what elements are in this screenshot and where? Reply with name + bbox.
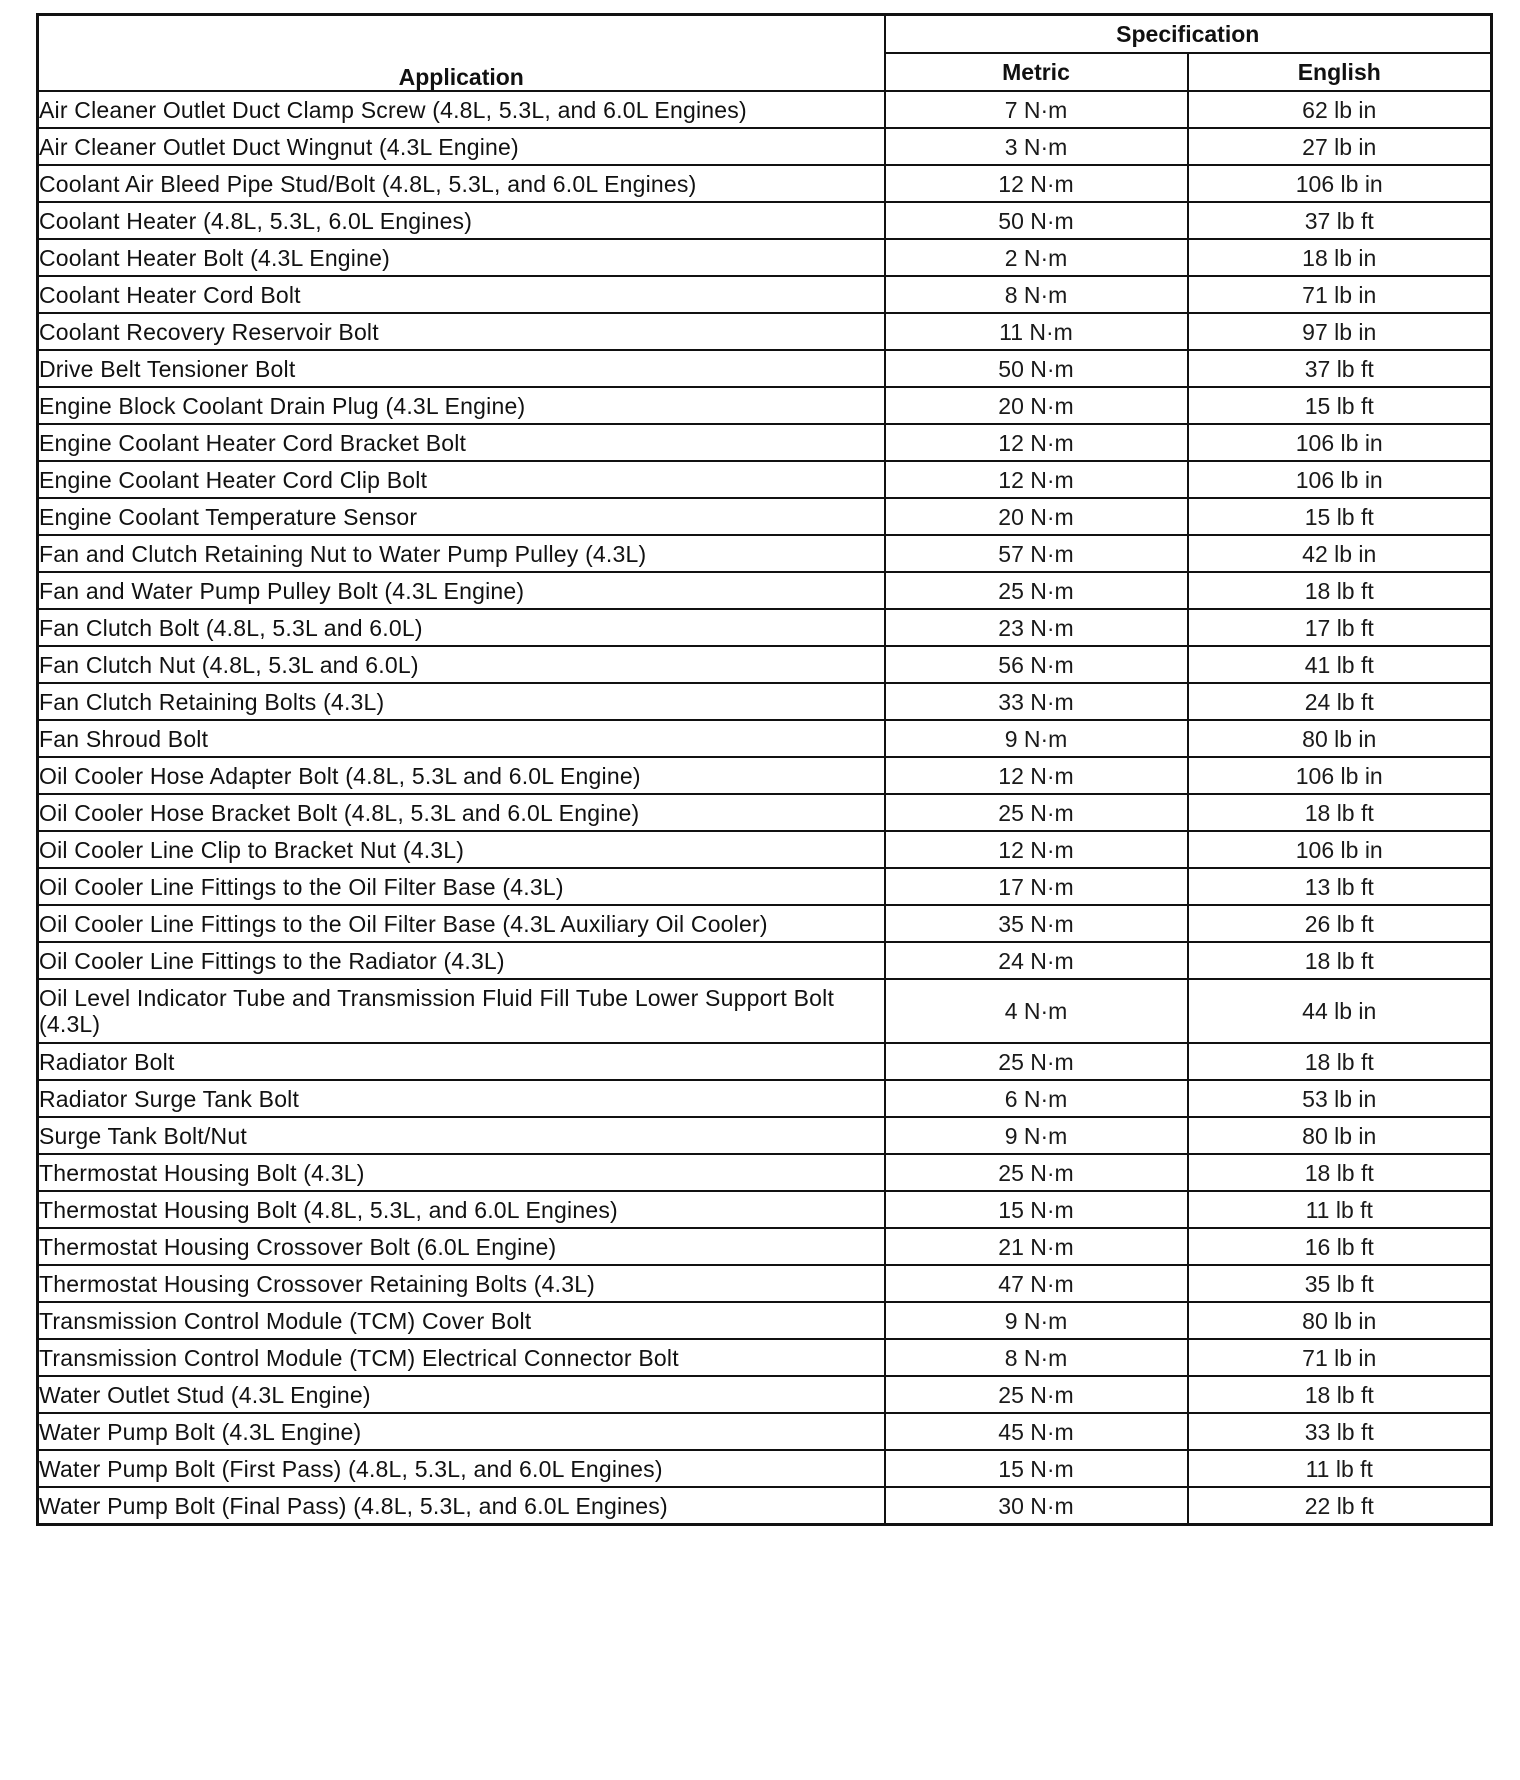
english-value-cell: 18 lb ft [1188, 1043, 1492, 1080]
table-row [38, 646, 1492, 683]
metric-value-cell: 17 N·m [885, 868, 1188, 905]
metric-value-cell: 20 N·m [885, 387, 1188, 424]
table-row [38, 979, 1492, 1043]
english-value-cell: 41 lb ft [1188, 646, 1492, 683]
english-value-cell: 97 lb in [1188, 313, 1492, 350]
application-cell: Coolant Heater Cord Bolt [38, 276, 885, 313]
metric-value-cell: 9 N·m [885, 1302, 1188, 1339]
application-cell: Air Cleaner Outlet Duct Clamp Screw (4.8L, 5.3L, and 6.0L Engines) [38, 91, 885, 128]
english-value-cell: 33 lb ft [1188, 1413, 1492, 1450]
metric-value-cell: 8 N·m [885, 1339, 1188, 1376]
metric-value-cell: 25 N·m [885, 572, 1188, 609]
application-cell: Drive Belt Tensioner Bolt [38, 350, 885, 387]
table-row [38, 1487, 1492, 1525]
application-cell: Thermostat Housing Bolt (4.3L) [38, 1154, 885, 1191]
table-row [38, 91, 1492, 128]
table-row [38, 1228, 1492, 1265]
application-cell: Water Pump Bolt (4.3L Engine) [38, 1413, 885, 1450]
application-column-header: Application [38, 15, 885, 92]
application-cell: Fan Clutch Bolt (4.8L, 5.3L and 6.0L) [38, 609, 885, 646]
english-value-cell: 26 lb ft [1188, 905, 1492, 942]
english-value-cell: 27 lb in [1188, 128, 1492, 165]
metric-value-cell: 47 N·m [885, 1265, 1188, 1302]
table-row [38, 1450, 1492, 1487]
application-cell: Oil Level Indicator Tube and Transmission Fluid Fill Tube Lower Support Bolt (4.3L) [38, 979, 885, 1043]
english-column-header: English [1188, 53, 1492, 91]
application-cell: Water Pump Bolt (First Pass) (4.8L, 5.3L, and 6.0L Engines) [38, 1450, 885, 1487]
english-value-cell: 44 lb in [1188, 979, 1492, 1043]
application-cell: Coolant Air Bleed Pipe Stud/Bolt (4.8L, 5.3L, and 6.0L Engines) [38, 165, 885, 202]
english-value-cell: 18 lb ft [1188, 942, 1492, 979]
application-cell: Thermostat Housing Crossover Bolt (6.0L Engine) [38, 1228, 885, 1265]
english-value-cell: 24 lb ft [1188, 683, 1492, 720]
english-value-cell: 16 lb ft [1188, 1228, 1492, 1265]
specification-table [36, 13, 1493, 1526]
table-row [38, 313, 1492, 350]
english-value-cell: 106 lb in [1188, 831, 1492, 868]
metric-value-cell: 20 N·m [885, 498, 1188, 535]
metric-value-cell: 12 N·m [885, 757, 1188, 794]
table-row [38, 128, 1492, 165]
metric-value-cell: 33 N·m [885, 683, 1188, 720]
metric-value-cell: 9 N·m [885, 1117, 1188, 1154]
table-row [38, 1376, 1492, 1413]
table-row [38, 720, 1492, 757]
table-row [38, 202, 1492, 239]
application-cell: Radiator Bolt [38, 1043, 885, 1080]
application-cell: Transmission Control Module (TCM) Electrical Connector Bolt [38, 1339, 885, 1376]
application-cell: Oil Cooler Line Fittings to the Radiator (4.3L) [38, 942, 885, 979]
application-cell: Fan and Water Pump Pulley Bolt (4.3L Engine) [38, 572, 885, 609]
metric-value-cell: 57 N·m [885, 535, 1188, 572]
english-value-cell: 11 lb ft [1188, 1191, 1492, 1228]
application-cell: Thermostat Housing Bolt (4.8L, 5.3L, and 6.0L Engines) [38, 1191, 885, 1228]
metric-value-cell: 25 N·m [885, 794, 1188, 831]
metric-value-cell: 12 N·m [885, 831, 1188, 868]
english-value-cell: 18 lb ft [1188, 1376, 1492, 1413]
table-row [38, 424, 1492, 461]
application-cell: Water Outlet Stud (4.3L Engine) [38, 1376, 885, 1413]
table-row [38, 1080, 1492, 1117]
metric-value-cell: 50 N·m [885, 350, 1188, 387]
metric-value-cell: 15 N·m [885, 1191, 1188, 1228]
english-value-cell: 15 lb ft [1188, 387, 1492, 424]
table-row [38, 1339, 1492, 1376]
table-row [38, 387, 1492, 424]
metric-value-cell: 12 N·m [885, 424, 1188, 461]
application-cell: Surge Tank Bolt/Nut [38, 1117, 885, 1154]
application-cell: Radiator Surge Tank Bolt [38, 1080, 885, 1117]
metric-value-cell: 11 N·m [885, 313, 1188, 350]
english-value-cell: 13 lb ft [1188, 868, 1492, 905]
metric-value-cell: 6 N·m [885, 1080, 1188, 1117]
english-value-cell: 106 lb in [1188, 461, 1492, 498]
english-value-cell: 37 lb ft [1188, 350, 1492, 387]
metric-value-cell: 25 N·m [885, 1376, 1188, 1413]
metric-value-cell: 35 N·m [885, 905, 1188, 942]
application-cell: Engine Block Coolant Drain Plug (4.3L Engine) [38, 387, 885, 424]
english-value-cell: 42 lb in [1188, 535, 1492, 572]
table-row [38, 461, 1492, 498]
english-value-cell: 106 lb in [1188, 424, 1492, 461]
application-cell: Oil Cooler Line Fittings to the Oil Filter Base (4.3L Auxiliary Oil Cooler) [38, 905, 885, 942]
table-row [38, 757, 1492, 794]
application-cell: Coolant Recovery Reservoir Bolt [38, 313, 885, 350]
application-cell: Fan Clutch Retaining Bolts (4.3L) [38, 683, 885, 720]
english-value-cell: 106 lb in [1188, 165, 1492, 202]
metric-value-cell: 25 N·m [885, 1043, 1188, 1080]
application-cell: Fan Shroud Bolt [38, 720, 885, 757]
metric-value-cell: 7 N·m [885, 91, 1188, 128]
application-cell: Oil Cooler Hose Adapter Bolt (4.8L, 5.3L and 6.0L Engine) [38, 757, 885, 794]
english-value-cell: 18 lb ft [1188, 572, 1492, 609]
english-value-cell: 37 lb ft [1188, 202, 1492, 239]
application-cell: Oil Cooler Line Clip to Bracket Nut (4.3L) [38, 831, 885, 868]
english-value-cell: 62 lb in [1188, 91, 1492, 128]
metric-value-cell: 24 N·m [885, 942, 1188, 979]
table-row [38, 831, 1492, 868]
application-cell: Engine Coolant Temperature Sensor [38, 498, 885, 535]
table-row [38, 1043, 1492, 1080]
fastener-tightening-specifications-sheet [36, 13, 1490, 1526]
table-row [38, 683, 1492, 720]
table-row [38, 1191, 1492, 1228]
metric-value-cell: 15 N·m [885, 1450, 1188, 1487]
english-value-cell: 53 lb in [1188, 1080, 1492, 1117]
table-row [38, 1302, 1492, 1339]
metric-value-cell: 2 N·m [885, 239, 1188, 276]
english-value-cell: 18 lb ft [1188, 794, 1492, 831]
specification-table-body [38, 91, 1492, 1525]
table-row [38, 609, 1492, 646]
table-row [38, 239, 1492, 276]
table-row [38, 794, 1492, 831]
metric-column-header: Metric [885, 53, 1188, 91]
table-row [38, 868, 1492, 905]
table-row [38, 942, 1492, 979]
metric-value-cell: 8 N·m [885, 276, 1188, 313]
specification-group-header: Specification [885, 15, 1492, 54]
metric-value-cell: 30 N·m [885, 1487, 1188, 1525]
english-value-cell: 80 lb in [1188, 1117, 1492, 1154]
application-cell: Fan Clutch Nut (4.8L, 5.3L and 6.0L) [38, 646, 885, 683]
application-cell: Air Cleaner Outlet Duct Wingnut (4.3L Engine) [38, 128, 885, 165]
metric-value-cell: 9 N·m [885, 720, 1188, 757]
english-value-cell: 18 lb ft [1188, 1154, 1492, 1191]
english-value-cell: 106 lb in [1188, 757, 1492, 794]
application-cell: Engine Coolant Heater Cord Clip Bolt [38, 461, 885, 498]
table-row [38, 1117, 1492, 1154]
metric-value-cell: 12 N·m [885, 461, 1188, 498]
metric-value-cell: 50 N·m [885, 202, 1188, 239]
table-row [38, 905, 1492, 942]
metric-value-cell: 25 N·m [885, 1154, 1188, 1191]
english-value-cell: 15 lb ft [1188, 498, 1492, 535]
application-cell: Thermostat Housing Crossover Retaining Bolts (4.3L) [38, 1265, 885, 1302]
application-cell: Fan and Clutch Retaining Nut to Water Pump Pulley (4.3L) [38, 535, 885, 572]
english-value-cell: 17 lb ft [1188, 609, 1492, 646]
metric-value-cell: 4 N·m [885, 979, 1188, 1043]
application-cell: Transmission Control Module (TCM) Cover Bolt [38, 1302, 885, 1339]
metric-value-cell: 3 N·m [885, 128, 1188, 165]
english-value-cell: 71 lb in [1188, 276, 1492, 313]
metric-value-cell: 56 N·m [885, 646, 1188, 683]
header-row-top [38, 15, 1492, 54]
table-row [38, 1154, 1492, 1191]
table-row [38, 165, 1492, 202]
application-cell: Engine Coolant Heater Cord Bracket Bolt [38, 424, 885, 461]
english-value-cell: 71 lb in [1188, 1339, 1492, 1376]
application-cell: Coolant Heater Bolt (4.3L Engine) [38, 239, 885, 276]
application-cell: Oil Cooler Hose Bracket Bolt (4.8L, 5.3L and 6.0L Engine) [38, 794, 885, 831]
table-row [38, 572, 1492, 609]
table-row [38, 1265, 1492, 1302]
english-value-cell: 22 lb ft [1188, 1487, 1492, 1525]
english-value-cell: 11 lb ft [1188, 1450, 1492, 1487]
english-value-cell: 35 lb ft [1188, 1265, 1492, 1302]
application-cell: Water Pump Bolt (Final Pass) (4.8L, 5.3L, and 6.0L Engines) [38, 1487, 885, 1525]
english-value-cell: 80 lb in [1188, 1302, 1492, 1339]
table-row [38, 350, 1492, 387]
table-row [38, 535, 1492, 572]
english-value-cell: 80 lb in [1188, 720, 1492, 757]
metric-value-cell: 21 N·m [885, 1228, 1188, 1265]
application-cell: Coolant Heater (4.8L, 5.3L, 6.0L Engines) [38, 202, 885, 239]
metric-value-cell: 45 N·m [885, 1413, 1188, 1450]
table-row [38, 498, 1492, 535]
application-cell: Oil Cooler Line Fittings to the Oil Filter Base (4.3L) [38, 868, 885, 905]
table-row [38, 276, 1492, 313]
metric-value-cell: 12 N·m [885, 165, 1188, 202]
table-row [38, 1413, 1492, 1450]
english-value-cell: 18 lb in [1188, 239, 1492, 276]
metric-value-cell: 23 N·m [885, 609, 1188, 646]
